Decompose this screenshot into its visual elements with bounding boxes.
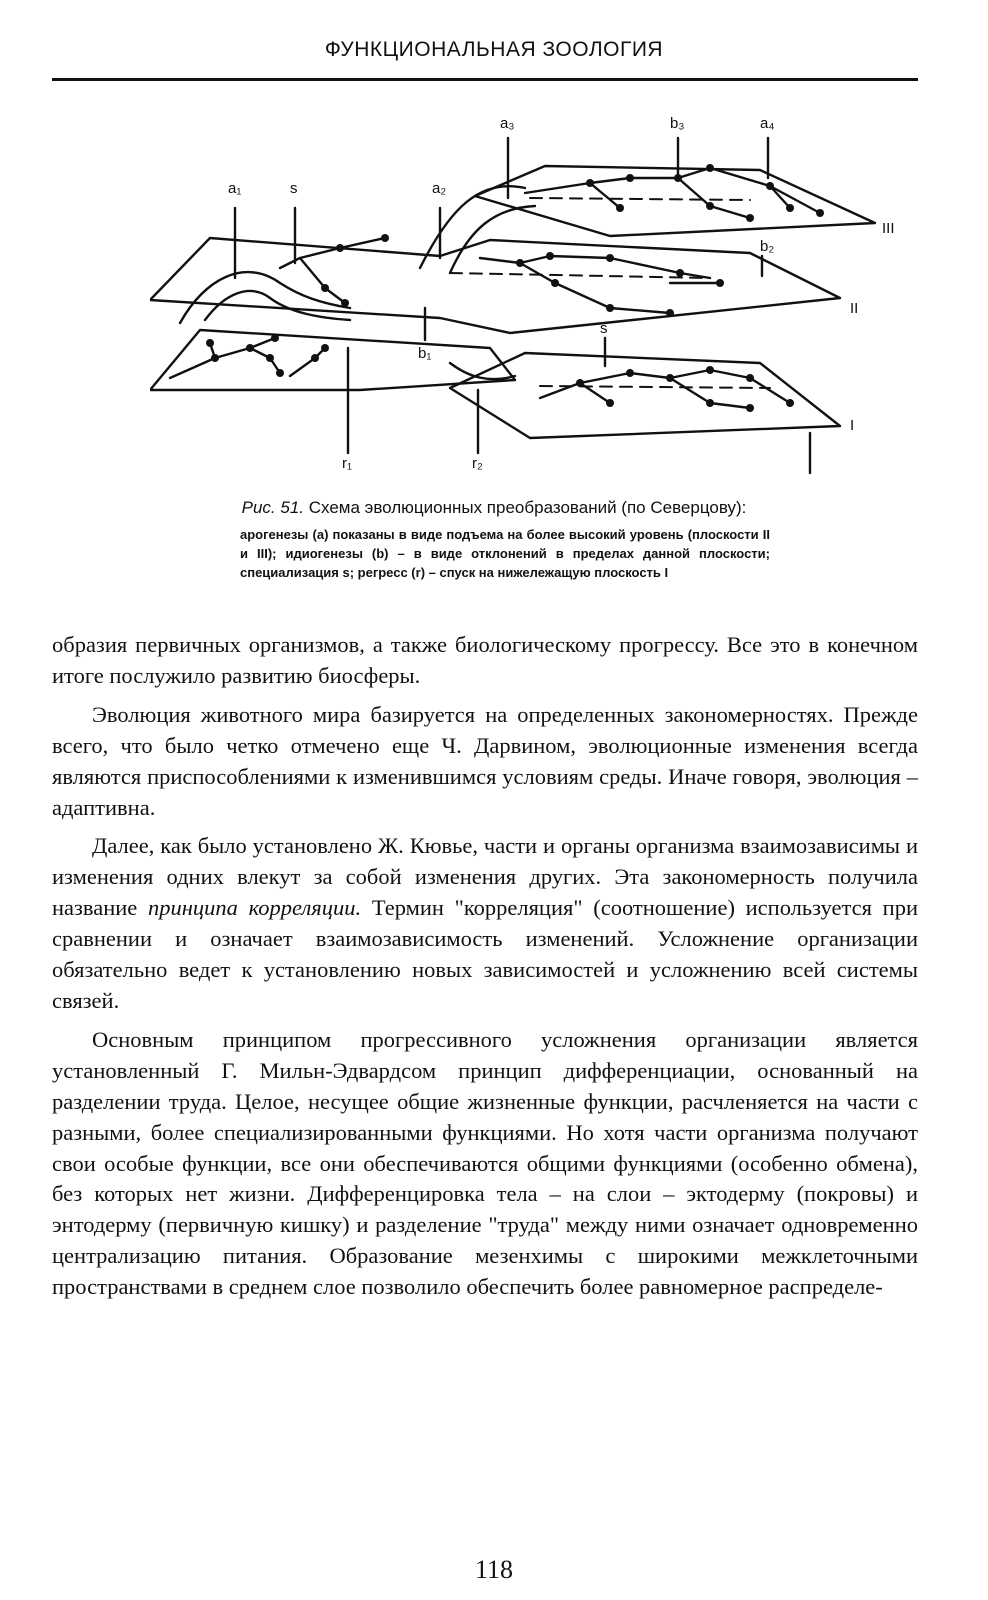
- header-rule: [52, 78, 918, 81]
- paragraph-3: [52, 831, 918, 1016]
- running-title: ФУНКЦИОНАЛЬНАЯ ЗООЛОГИЯ: [324, 38, 664, 61]
- label-plane-2: II: [850, 300, 859, 317]
- paragraph-3-emphasis: принципа корреляции.: [148, 895, 362, 921]
- tube-3: [450, 363, 515, 379]
- plane-2: [150, 238, 840, 333]
- figure-number: Рис. 51.: [241, 498, 304, 517]
- branches-plane-1-left: [170, 338, 325, 378]
- label-b2: b₂: [760, 238, 775, 255]
- branches-plane-3: [525, 168, 820, 218]
- page-number: 118: [474, 1555, 514, 1584]
- label-a4: a₄: [760, 115, 775, 132]
- label-s-top: s: [290, 180, 298, 197]
- label-b1: b₁: [418, 345, 432, 362]
- evolution-scheme-diagram: [150, 108, 920, 483]
- label-a3: a₃: [500, 115, 515, 132]
- body-text: [52, 630, 918, 1303]
- label-a2: a₂: [432, 180, 447, 197]
- dash-plane-2: [450, 273, 710, 278]
- tube-1-outer: [180, 272, 350, 323]
- label-plane-3: III: [882, 220, 895, 237]
- paragraph-3-part-b: Термин "корреляция" (соотношение) используется при сравнении и означает взаимозависимость изменений. Усложнение организации обязательно ведет к установлению новых зависимостей и усложнению всей системы связей.: [52, 895, 918, 1013]
- paragraph-4: Основным принципом прогрессивного усложнения организации является установленный Г. Мильн-Эдвардсом принцип дифференциации, основанный на разделении труда. Целое, несущее общие жизненные функции, расчленяется на части с разными, более специализированными функциями. Но хотя части организма получают свои особые функции, все они обеспечиваются общими функциями (особенно обмена), без которых нет жизни. Дифференцировка тела – на слои – эктодерму (покровы) и энтодерму (первичную кишку) и разделение "труда" между ними означает одновременно централизацию питания. Образование мезенхимы с широкими межклеточными пространствами в среднем слое позволило обеспечить более равномерное распределе-: [52, 1026, 918, 1300]
- figure-title: Схема эволюционных преобразований (по Северцову):: [308, 498, 747, 517]
- paragraph-2: Эволюция животного мира базируется на определенных закономерностях. Прежде всего, что было четко отмечено еще Ч. Дарвином, эволюционные изменения всегда являются приспособлениями к изменившимся условиям среды. Иначе говоря, эволюция – адаптивна.: [52, 701, 918, 820]
- plane-1-left: [150, 330, 515, 390]
- label-r2: r₂: [472, 455, 483, 472]
- paragraph-3-part-a: Далее, как было установлено Ж. Кювье, части и органы организма взаимозависимы и изменения одних влекут за собой изменения других. Эта закономерность получила название: [52, 833, 918, 921]
- paragraph-1: образия первичных организмов, а также биологическому прогрессу. Все это в конечном итоге послужило развитию биосферы.: [52, 632, 918, 688]
- dash-plane-3: [530, 198, 750, 200]
- label-plane-1: I: [850, 417, 855, 434]
- evolution-scheme-figure: [150, 108, 920, 483]
- figure-caption-text: арогенезы (a) показаны в виде подъема на более высокий уровень (плоскости II и III); идиогенезы (b) – в виде отклонений в пределах данной плоскости; специализация s; регресс (r) – спуск на нижележащую плоскость I: [240, 527, 770, 580]
- label-r1: r₁: [342, 455, 353, 472]
- label-b3: b₃: [670, 115, 685, 132]
- figure-caption-title: [0, 498, 988, 518]
- label-a1: a₁: [228, 180, 242, 197]
- plane-1-right: [450, 353, 840, 438]
- label-s-low: s: [600, 320, 608, 337]
